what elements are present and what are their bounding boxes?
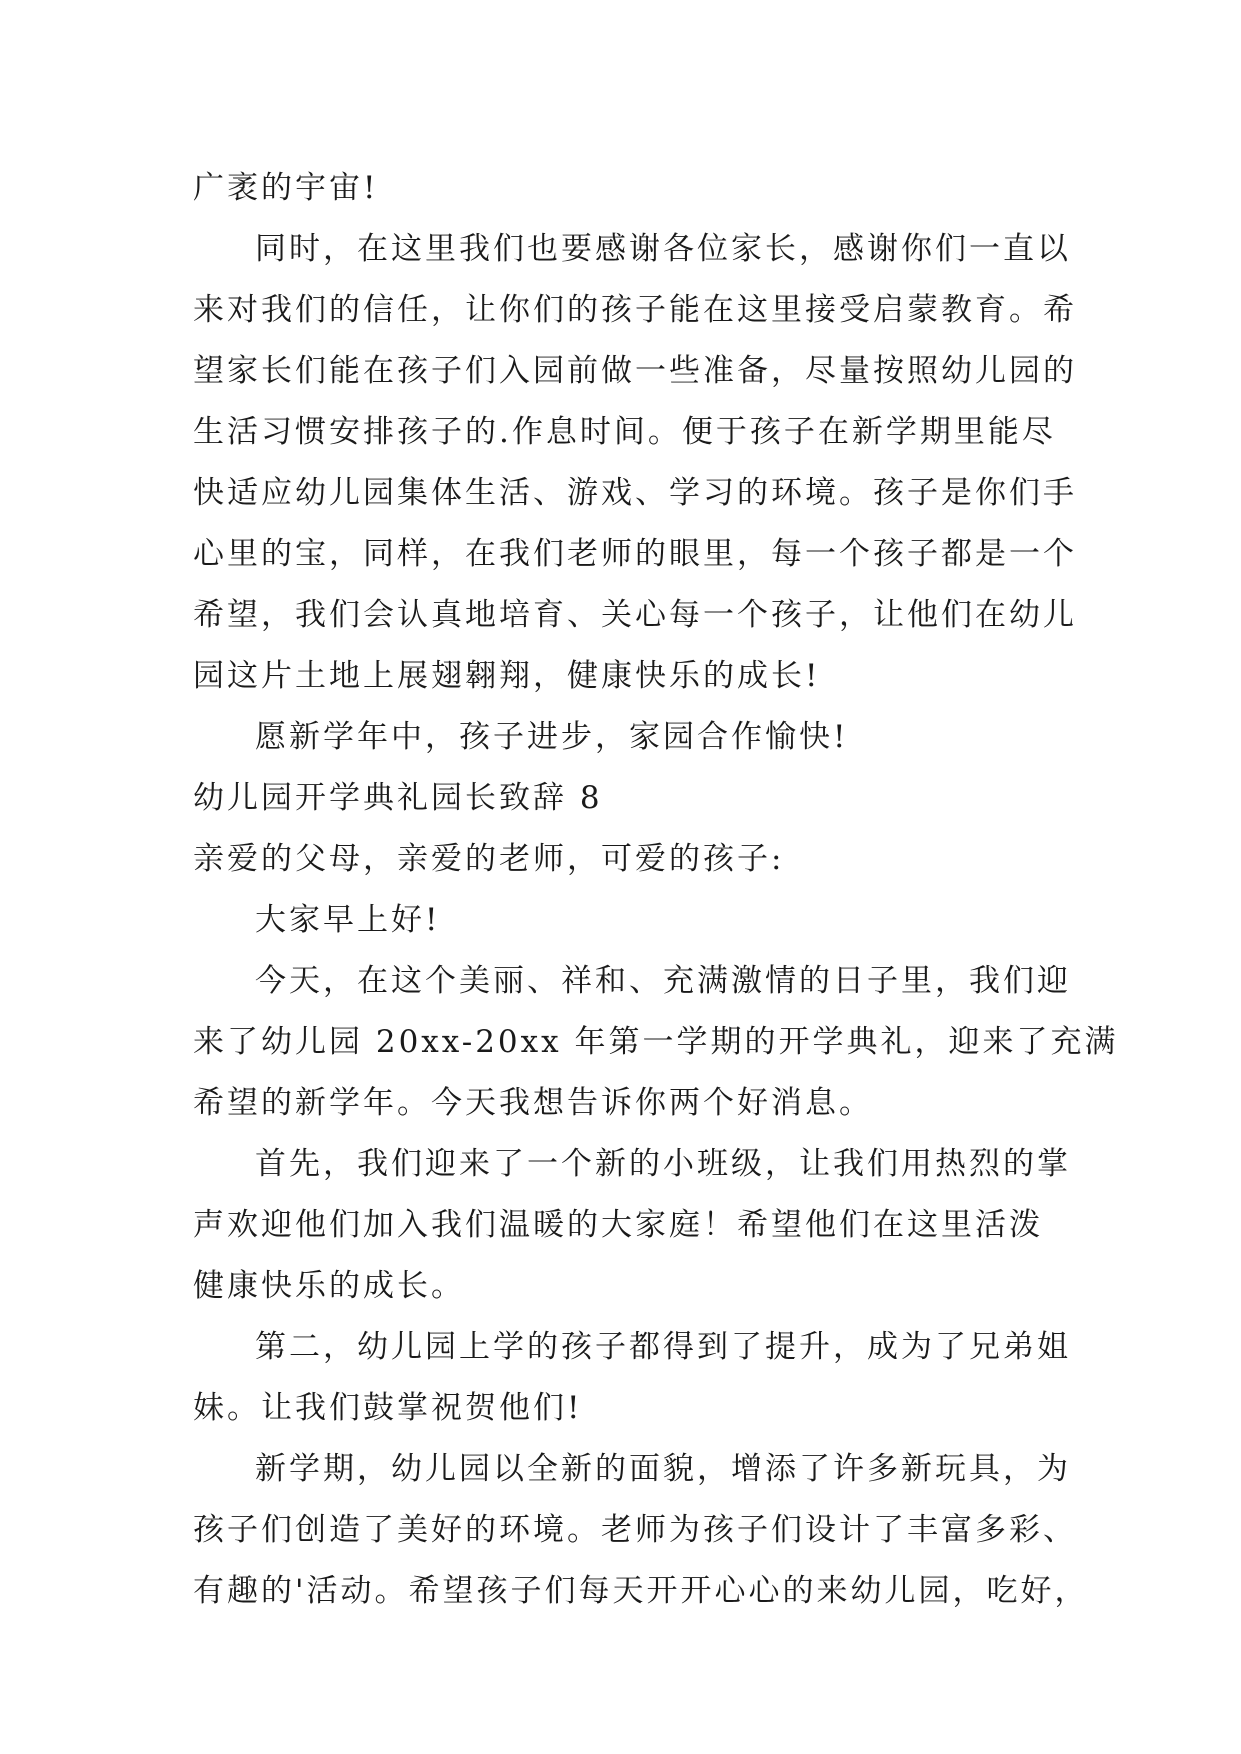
text-line: 希望，我们会认真地培育、关心每一个孩子，让他们在幼儿 bbox=[193, 597, 1077, 633]
text-line: 孩子们创造了美好的环境。老师为孩子们设计了丰富多彩、 bbox=[193, 1512, 1077, 1548]
text-line: 新学期，幼儿园以全新的面貌，增添了许多新玩具，为 bbox=[255, 1451, 1071, 1487]
text-line: 来对我们的信任，让你们的孩子能在这里接受启蒙教育。希 bbox=[193, 292, 1077, 328]
greeting: 大家早上好! bbox=[255, 902, 441, 938]
text-line: 快适应幼儿园集体生活、游戏、学习的环境。孩子是你们手 bbox=[193, 475, 1077, 511]
text-line: 今天，在这个美丽、祥和、充满激情的日子里，我们迎 bbox=[255, 963, 1071, 999]
text-line: 心里的宝，同样，在我们老师的眼里，每一个孩子都是一个 bbox=[193, 536, 1077, 572]
text-line: 希望的新学年。今天我想告诉你两个好消息。 bbox=[193, 1085, 873, 1121]
text-line: 第二，幼儿园上学的孩子都得到了提升，成为了兄弟姐 bbox=[255, 1329, 1071, 1365]
text-line: 愿新学年中，孩子进步，家园合作愉快! bbox=[255, 719, 849, 755]
text-line: 声欢迎他们加入我们温暖的大家庭！希望他们在这里活泼 bbox=[193, 1207, 1043, 1243]
text-line: 同时，在这里我们也要感谢各位家长，感谢你们一直以 bbox=[255, 231, 1071, 267]
text-line: 生活习惯安排孩子的.作息时间。便于孩子在新学期里能尽 bbox=[193, 414, 1056, 450]
text-line: 广袤的宇宙! bbox=[193, 170, 379, 206]
text-line: 妹。让我们鼓掌祝贺他们! bbox=[193, 1390, 583, 1426]
text-line: 园这片土地上展翅翱翔，健康快乐的成长! bbox=[193, 658, 821, 694]
text-line: 健康快乐的成长。 bbox=[193, 1268, 465, 1304]
section-heading: 幼儿园开学典礼园长致辞 8 bbox=[193, 780, 603, 816]
salutation: 亲爱的父母，亲爱的老师，可爱的孩子: bbox=[193, 841, 785, 877]
document-body bbox=[193, 158, 1119, 1622]
text-line: 来了幼儿园 20xx-20xx 年第一学期的开学典礼，迎来了充满 bbox=[193, 1024, 1119, 1060]
text-line: 首先，我们迎来了一个新的小班级，让我们用热烈的掌 bbox=[255, 1146, 1071, 1182]
text-line: 望家长们能在孩子们入园前做一些准备，尽量按照幼儿园的 bbox=[193, 353, 1077, 389]
text-line: 有趣的'活动。希望孩子们每天开开心心的来幼儿园，吃好， bbox=[193, 1573, 1089, 1609]
